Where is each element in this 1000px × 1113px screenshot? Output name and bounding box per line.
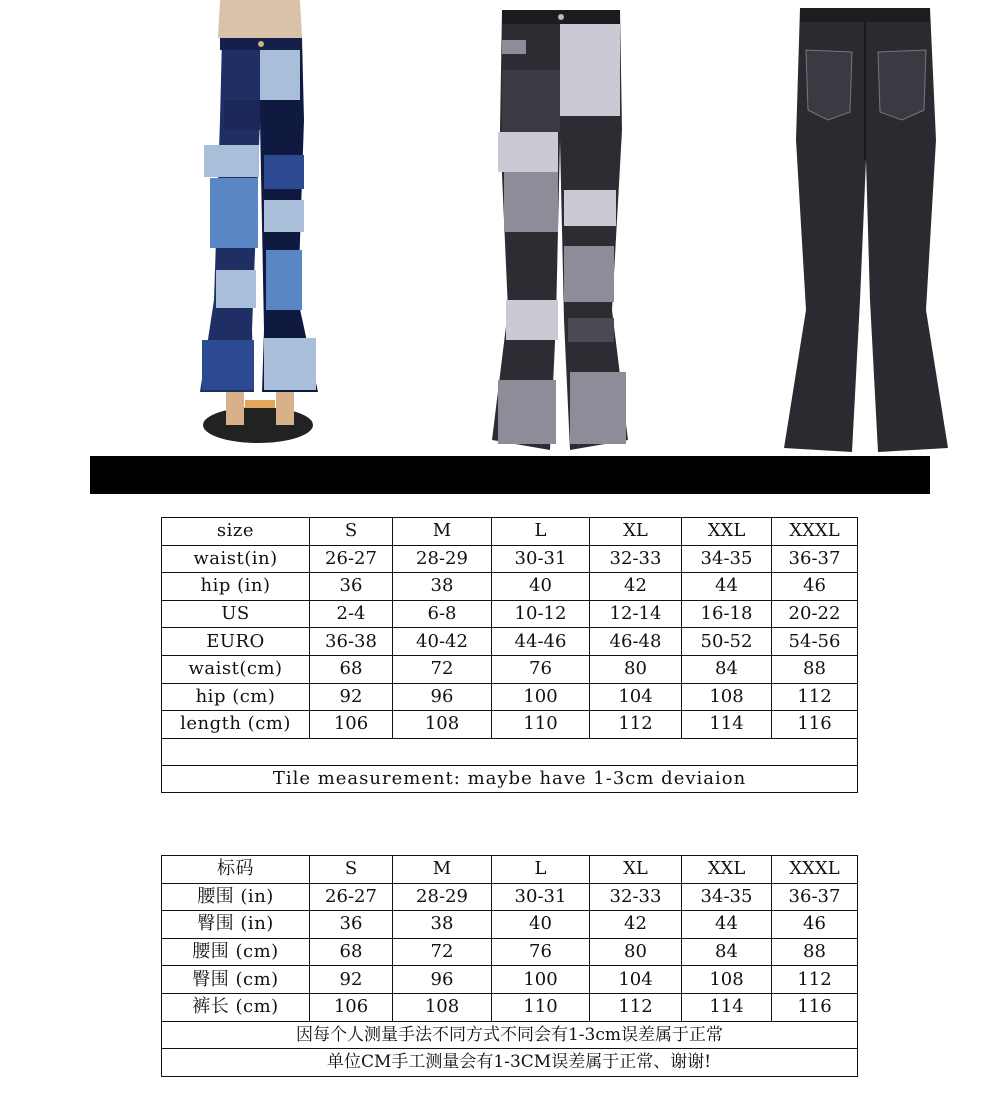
table-cell: 16-18 bbox=[682, 600, 772, 628]
header-cell: XL bbox=[590, 518, 682, 546]
table-cell: 44-46 bbox=[492, 628, 590, 656]
table-row bbox=[162, 600, 858, 628]
row-label: hip (cm) bbox=[162, 683, 310, 711]
table-row bbox=[162, 966, 858, 994]
measurement-note-1: 因每个人测量手法不同方式不同会有1-3cm误差属于正常 bbox=[162, 1021, 858, 1049]
table-cell: 12-14 bbox=[590, 600, 682, 628]
table-cell: 38 bbox=[393, 911, 492, 939]
table-cell: 112 bbox=[772, 966, 858, 994]
table-cell: 34-35 bbox=[682, 883, 772, 911]
table-cell: 108 bbox=[682, 683, 772, 711]
header-cell: M bbox=[393, 856, 492, 884]
table-header-row bbox=[162, 856, 858, 884]
table-row bbox=[162, 883, 858, 911]
note-row bbox=[162, 1021, 858, 1049]
table-cell: 84 bbox=[682, 938, 772, 966]
header-cell: XXL bbox=[682, 518, 772, 546]
table-header-row bbox=[162, 518, 858, 546]
row-label: 臀围 (in) bbox=[162, 911, 310, 939]
header-cell: XXL bbox=[682, 856, 772, 884]
table-cell: 92 bbox=[310, 683, 393, 711]
table-cell: 40 bbox=[492, 911, 590, 939]
table-cell: 72 bbox=[393, 938, 492, 966]
table-row bbox=[162, 628, 858, 656]
table-cell: 104 bbox=[590, 966, 682, 994]
product-photo-front-blue bbox=[190, 0, 335, 445]
table-cell: 26-27 bbox=[310, 883, 393, 911]
table-cell: 96 bbox=[393, 683, 492, 711]
table-cell: 96 bbox=[393, 966, 492, 994]
blank-cell bbox=[162, 738, 858, 765]
row-label: hip (in) bbox=[162, 573, 310, 601]
table-cell: 100 bbox=[492, 966, 590, 994]
table-cell: 20-22 bbox=[772, 600, 858, 628]
table-cell: 100 bbox=[492, 683, 590, 711]
table-cell: 106 bbox=[310, 711, 393, 739]
table-cell: 112 bbox=[590, 993, 682, 1021]
table-cell: 40-42 bbox=[393, 628, 492, 656]
row-label: 腰围 (in) bbox=[162, 883, 310, 911]
table-cell: 6-8 bbox=[393, 600, 492, 628]
table-cell: 80 bbox=[590, 938, 682, 966]
table-cell: 114 bbox=[682, 993, 772, 1021]
header-cell: 标码 bbox=[162, 856, 310, 884]
table-cell: 88 bbox=[772, 938, 858, 966]
table-cell: 36-38 bbox=[310, 628, 393, 656]
table-cell: 112 bbox=[772, 683, 858, 711]
divider-bar bbox=[90, 456, 930, 494]
table-cell: 32-33 bbox=[590, 883, 682, 911]
header-cell: S bbox=[310, 856, 393, 884]
row-label: US bbox=[162, 600, 310, 628]
table-cell: 36 bbox=[310, 911, 393, 939]
table-cell: 68 bbox=[310, 938, 393, 966]
header-cell: XXXL bbox=[772, 856, 858, 884]
table-cell: 30-31 bbox=[492, 545, 590, 573]
measurement-note: Tile measurement: maybe have 1-3cm deviaion bbox=[162, 765, 858, 793]
table-cell: 40 bbox=[492, 573, 590, 601]
table-cell: 116 bbox=[772, 711, 858, 739]
row-label: 臀围 (cm) bbox=[162, 966, 310, 994]
table-row bbox=[162, 655, 858, 683]
table-cell: 28-29 bbox=[393, 883, 492, 911]
table-row bbox=[162, 545, 858, 573]
table-cell: 80 bbox=[590, 655, 682, 683]
row-label: length (cm) bbox=[162, 711, 310, 739]
table-cell: 46 bbox=[772, 911, 858, 939]
table-cell: 76 bbox=[492, 655, 590, 683]
table-cell: 68 bbox=[310, 655, 393, 683]
table-cell: 36 bbox=[310, 573, 393, 601]
table-cell: 116 bbox=[772, 993, 858, 1021]
table-cell: 106 bbox=[310, 993, 393, 1021]
table-row bbox=[162, 573, 858, 601]
header-cell: L bbox=[492, 518, 590, 546]
product-photo-front-black bbox=[480, 0, 640, 455]
table-row bbox=[162, 711, 858, 739]
size-table-chinese bbox=[161, 855, 858, 1077]
row-label: EURO bbox=[162, 628, 310, 656]
table-cell: 84 bbox=[682, 655, 772, 683]
table-cell: 36-37 bbox=[772, 883, 858, 911]
row-label: 腰围 (cm) bbox=[162, 938, 310, 966]
table-cell: 108 bbox=[393, 993, 492, 1021]
header-cell: XL bbox=[590, 856, 682, 884]
table-cell: 44 bbox=[682, 573, 772, 601]
table-cell: 92 bbox=[310, 966, 393, 994]
table-cell: 108 bbox=[393, 711, 492, 739]
measurement-note-2: 单位CM手工测量会有1-3CM误差属于正常、谢谢! bbox=[162, 1049, 858, 1077]
table-cell: 54-56 bbox=[772, 628, 858, 656]
size-table-english bbox=[161, 517, 858, 793]
header-cell: L bbox=[492, 856, 590, 884]
table-cell: 108 bbox=[682, 966, 772, 994]
table-cell: 30-31 bbox=[492, 883, 590, 911]
table-cell: 36-37 bbox=[772, 545, 858, 573]
table-cell: 10-12 bbox=[492, 600, 590, 628]
table-cell: 44 bbox=[682, 911, 772, 939]
header-cell: M bbox=[393, 518, 492, 546]
table-cell: 72 bbox=[393, 655, 492, 683]
table-cell: 114 bbox=[682, 711, 772, 739]
header-cell: S bbox=[310, 518, 393, 546]
table-cell: 38 bbox=[393, 573, 492, 601]
table-cell: 42 bbox=[590, 573, 682, 601]
table-cell: 2-4 bbox=[310, 600, 393, 628]
table-cell: 50-52 bbox=[682, 628, 772, 656]
table-cell: 32-33 bbox=[590, 545, 682, 573]
header-cell: XXXL bbox=[772, 518, 858, 546]
table-cell: 110 bbox=[492, 993, 590, 1021]
table-cell: 42 bbox=[590, 911, 682, 939]
table-cell: 46 bbox=[772, 573, 858, 601]
table-cell: 46-48 bbox=[590, 628, 682, 656]
row-label: waist(cm) bbox=[162, 655, 310, 683]
row-label: 裤长 (cm) bbox=[162, 993, 310, 1021]
table-cell: 28-29 bbox=[393, 545, 492, 573]
table-cell: 76 bbox=[492, 938, 590, 966]
table-cell: 88 bbox=[772, 655, 858, 683]
table-cell: 110 bbox=[492, 711, 590, 739]
table-row bbox=[162, 683, 858, 711]
table-row bbox=[162, 911, 858, 939]
table-cell: 112 bbox=[590, 711, 682, 739]
product-photo-back-black bbox=[780, 0, 950, 460]
row-label: waist(in) bbox=[162, 545, 310, 573]
blank-row bbox=[162, 738, 858, 765]
note-row bbox=[162, 1049, 858, 1077]
table-row bbox=[162, 993, 858, 1021]
table-cell: 34-35 bbox=[682, 545, 772, 573]
table-cell: 104 bbox=[590, 683, 682, 711]
table-row bbox=[162, 938, 858, 966]
table-cell: 26-27 bbox=[310, 545, 393, 573]
note-row bbox=[162, 765, 858, 793]
header-cell: size bbox=[162, 518, 310, 546]
